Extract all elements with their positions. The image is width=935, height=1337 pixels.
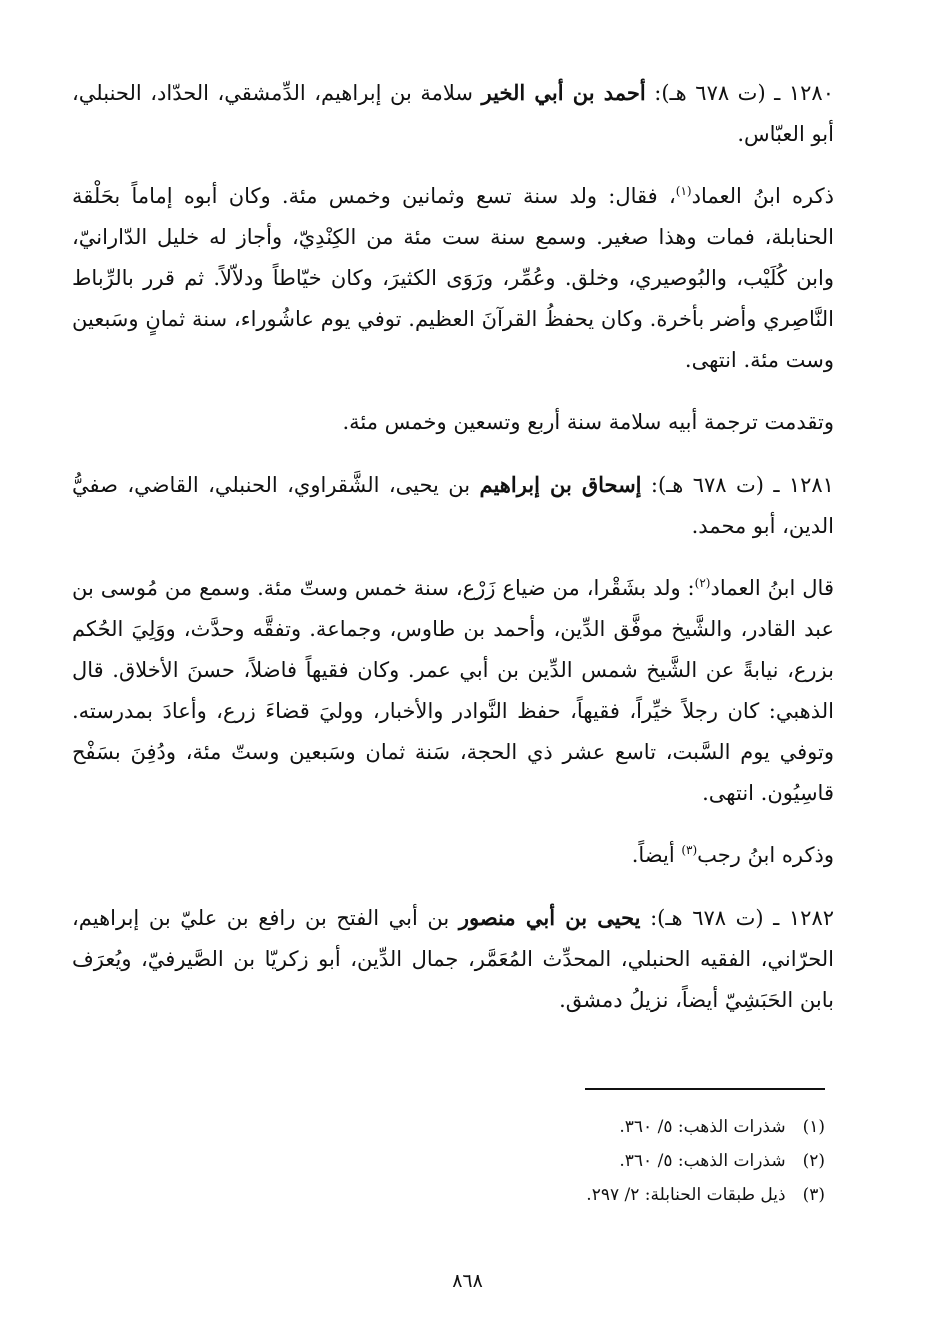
entry-body-paragraph: وتقدمت ترجمة أبيه سلامة سنة أربع وتسعين وخمس مئة. bbox=[342, 410, 834, 434]
footnote-ref[interactable]: (٢) bbox=[694, 576, 711, 590]
entry-number: ١٢٨٢ ـ bbox=[773, 906, 835, 930]
footnote-ref[interactable]: (٣) bbox=[681, 843, 698, 857]
entry-heading-1280 bbox=[72, 72, 834, 155]
footnote-text: شذرات الذهب: ٥/ ٣٦٠. bbox=[619, 1117, 786, 1137]
entry-death-date: (ت ٦٧٨ هـ): bbox=[650, 906, 764, 930]
footnote-item bbox=[185, 1144, 825, 1178]
footnote-item bbox=[185, 1110, 825, 1144]
entry-number: ١٢٨١ ـ bbox=[773, 473, 834, 497]
entry-body-paragraph: ذكره ابنُ العماد$^{(١)}$، فقال: ولد سنة تسع وثمانين وخمس مئة. وكان أبوه إماماً بحَلْقة الحنابلة، فمات وهذا صغير. وسمع سنة ست مئة من الكِنْدِيّ، وأجاز له خليل الدّارانيّ، وابن كُلَيْب، والبُوصيري، وخلق. وعُمِّر، ورَوَى الكثيرَ، وكان خيّاطاً ودلاّلاً. ثم قرر بالرِّباط النَّاصِري وأضر بأخرة. وكان يحفظُ القرآنَ العظيم. توفي يوم عاشُوراء، سنة ثمانٍ وسَبعين وست مئة. انتهى. bbox=[72, 184, 834, 372]
footnote-ref[interactable]: (١) bbox=[675, 184, 692, 198]
entry-death-date: (ت ٦٧٨ هـ): bbox=[654, 81, 766, 105]
footnote-mark: (٣) bbox=[802, 1185, 825, 1205]
footnote-mark: (٢) bbox=[802, 1151, 825, 1171]
entry-heading-1281 bbox=[72, 464, 834, 547]
page-number: ٨٦٨ bbox=[452, 1270, 483, 1292]
entry-number: ١٢٨٠ ـ bbox=[774, 81, 834, 105]
entry-death-date: (ت ٦٧٨ هـ): bbox=[650, 473, 764, 497]
entry-lineage: سلامة بن إبراهيم، الدِّمشقي، الحدّاد، الحنبلي، أبو العبّاس. bbox=[72, 81, 834, 146]
entry-body-paragraph: قال ابنُ العماد$^{(٢)}$: ولد بشَقْرا، من ضياع زَرْع، سنة خمس وستّ مئة. وسمع من مُوسى بن عبد القادر، والشَّيخ موفَّق الدِّين، وأحمد بن طاوس، وجماعة. وتفقَّه وحدَّث، ووَلِيَ الحُكم بزرع، نيابةً عن الشَّيخ شمس الدِّين بن أبي عمر. وكان فقيهاً فاضلاً، حسنَ الأخلاق. قال الذهبي: كان رجلاً خيِّراً، فقيهاً، حفظ النَّوادر والأخبار، ووليَ قضاءَ زرع، وأعادَ بمدرسته. وتوفي يوم السَّبت، تاسع عشر ذي الحجة، سَنة ثمان وسَبعين وستّ مئة، ودُفِنَ بسَفْح قاسِيُون. انتهى. bbox=[72, 576, 834, 805]
footnote-text: ذيل طبقات الحنابلة: ٢/ ٢٩٧. bbox=[586, 1185, 786, 1205]
footnote-item bbox=[185, 1178, 825, 1212]
entry-heading-1282 bbox=[72, 897, 834, 1021]
entry-lineage: بن يحيى، الشَّقراوي، الحنبلي، القاضي، صفيُّ الدين، أبو محمد. bbox=[72, 473, 834, 538]
entry-name: يحيى بن أبي منصور bbox=[458, 905, 641, 930]
entry-name: إسحاق بن إبراهيم bbox=[479, 472, 642, 497]
page-body bbox=[72, 72, 834, 1042]
footnotes bbox=[185, 1110, 825, 1212]
entry-name: أحمد بن أبي الخير bbox=[481, 80, 646, 105]
footnote-mark: (١) bbox=[802, 1117, 825, 1137]
entry-body-paragraph: وذكره ابنُ رجب$^{(٣)}$ أيضاً. bbox=[631, 843, 834, 867]
entry-lineage: بن أبي الفتح بن رافع بن عليّ بن إبراهيم، الحرّاني، الفقيه الحنبلي، المحدِّث المُعَمَّر، جمال الدِّين، أبو زكريّا بن الصَّيرفيّ، ويُعرَف بابن الحَبَشِيّ أيضاً، نزيلُ دمشق. bbox=[72, 906, 834, 1012]
footnote-divider bbox=[585, 1088, 825, 1090]
footnote-text: شذرات الذهب: ٥/ ٣٦٠. bbox=[619, 1151, 786, 1171]
